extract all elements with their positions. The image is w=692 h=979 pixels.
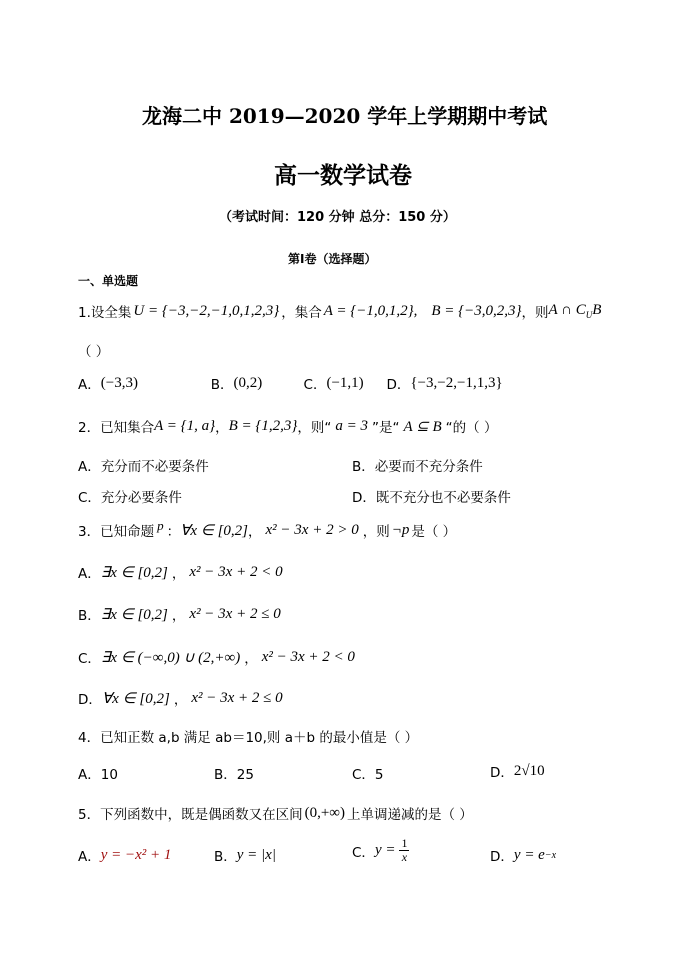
section-heading: 一、单选题 [78, 274, 139, 288]
q4-option-c: C．5 [352, 767, 384, 783]
q5-option-b-expr: y = |x| [236, 846, 276, 863]
q3-prop-p: p [157, 518, 164, 533]
q3-not-p: ¬p [391, 521, 410, 538]
exam-subtitle: 高一数学试卷 [274, 162, 412, 189]
volume-heading: 第Ⅰ卷（选择题） [288, 252, 377, 266]
q1-option-a: (−3,3) [100, 374, 138, 391]
question-3-stem [78, 520, 456, 540]
q5-interval: (0,+∞) [304, 804, 345, 821]
q2-text-4: ”是“ [372, 420, 400, 436]
q2-option-a: A．充分而不必要条件 [78, 459, 209, 475]
question-2-stem [78, 416, 497, 436]
q1-option-c-label: C． [303, 377, 327, 393]
exam-info: （考试时间：120 分钟 总分：150 分） [219, 210, 456, 225]
q1-set-a: A = {−1,0,1,2}, [323, 302, 418, 319]
q2-set-a: A = {1, a} [154, 417, 216, 434]
q4-option-a: A．10 [78, 767, 118, 783]
q1-set-b: B = {−3,0,2,3} [431, 302, 522, 319]
q2-set-b: B = {1,2,3} [228, 417, 298, 434]
q1-option-d: {−3,−2,−1,1,3} [410, 374, 503, 391]
q1-option-c: (−1,1) [326, 374, 364, 391]
q1-expr: A ∩ $C_UB$ [548, 302, 602, 320]
q3-text-3: ， [248, 524, 262, 540]
q1-universal-set: U = {−3,−2,−1,0,1,2,3} [133, 302, 280, 319]
exam-title: 龙海二中 2019—2020 学年上学期期中考试 [142, 104, 548, 128]
q3-option-c: C． ∃x ∈ (−∞,0) ∪ (2,+∞) ， x² − 3x + 2 < 0 [78, 648, 355, 667]
q3-domain: ∀x ∈ [0,2] [180, 522, 249, 539]
q2-option-d: D．既不充分也不必要条件 [352, 490, 511, 506]
q3-option-a: A． ∃x ∈ [0,2] ， x² − 3x + 2 < 0 [78, 563, 283, 582]
q5-fraction: $\frac{1}{x}$ [401, 836, 408, 864]
question-1-blank: （ ） [78, 344, 110, 360]
q2-text-5: “的（ ） [445, 420, 498, 436]
q3-option-d: D． ∀x ∈ [0,2] ， x² − 3x + 2 ≤ 0 [78, 689, 283, 708]
q3-text-1: 3．已知命题 [78, 524, 155, 540]
q1-option-b-label: B． [210, 377, 234, 393]
q5-option-c: C． y = $\frac{1}{x}$ [352, 836, 408, 864]
q5-option-b: B． y = |x| [214, 846, 276, 865]
q2-option-b: B．必要而不充分条件 [352, 459, 483, 475]
q2-subset: A ⊆ B [403, 418, 442, 435]
q3-option-b: B． ∃x ∈ [0,2] ， x² − 3x + 2 ≤ 0 [78, 605, 281, 624]
q1-text-2: ，集合 [281, 305, 322, 321]
q5-text-2: 上单调递减的是（ ） [347, 807, 473, 823]
q1-text-3: ，则 [521, 305, 549, 321]
q5-option-a-expr: y = −x² + 1 [100, 846, 172, 863]
q3-inequality: x² − 3x + 2 > 0 [265, 521, 359, 538]
q1-option-d-label: D． [386, 377, 411, 393]
q1-option-b: (0,2) [233, 374, 263, 391]
q3-text-5: 是（ ） [411, 524, 457, 540]
q2-text-1: 2．已知集合 [78, 420, 155, 436]
q5-option-a: A． y = −x² + 1 [78, 846, 172, 865]
question-1-options [78, 373, 503, 393]
question-5-stem [78, 803, 473, 823]
question-1-stem [78, 301, 601, 321]
q5-text-1: 5．下列函数中，既是偶函数又在区间 [78, 807, 303, 823]
q2-text-3: ，则“ [297, 420, 332, 436]
q1-text-1: 1.设全集 [78, 305, 132, 321]
q3-text-4: ，则 [362, 524, 390, 540]
q2-text-2: ， [215, 420, 229, 436]
q3-text-2: ： [166, 524, 181, 540]
q5-option-d: D． y = e −x [490, 846, 557, 865]
q4-option-d-value: 2√10 [513, 762, 545, 779]
q1-option-a-label: A． [78, 377, 101, 393]
q4-option-b: B．25 [214, 767, 254, 783]
q4-option-d: D． 2√10 [490, 762, 545, 781]
question-4-stem: 4．已知正数 a,b 满足 ab＝10,则 a＋b 的最小值是（ ） [78, 730, 419, 746]
q2-cond: a = 3 [335, 417, 369, 434]
q2-option-c: C．充分必要条件 [78, 490, 182, 506]
